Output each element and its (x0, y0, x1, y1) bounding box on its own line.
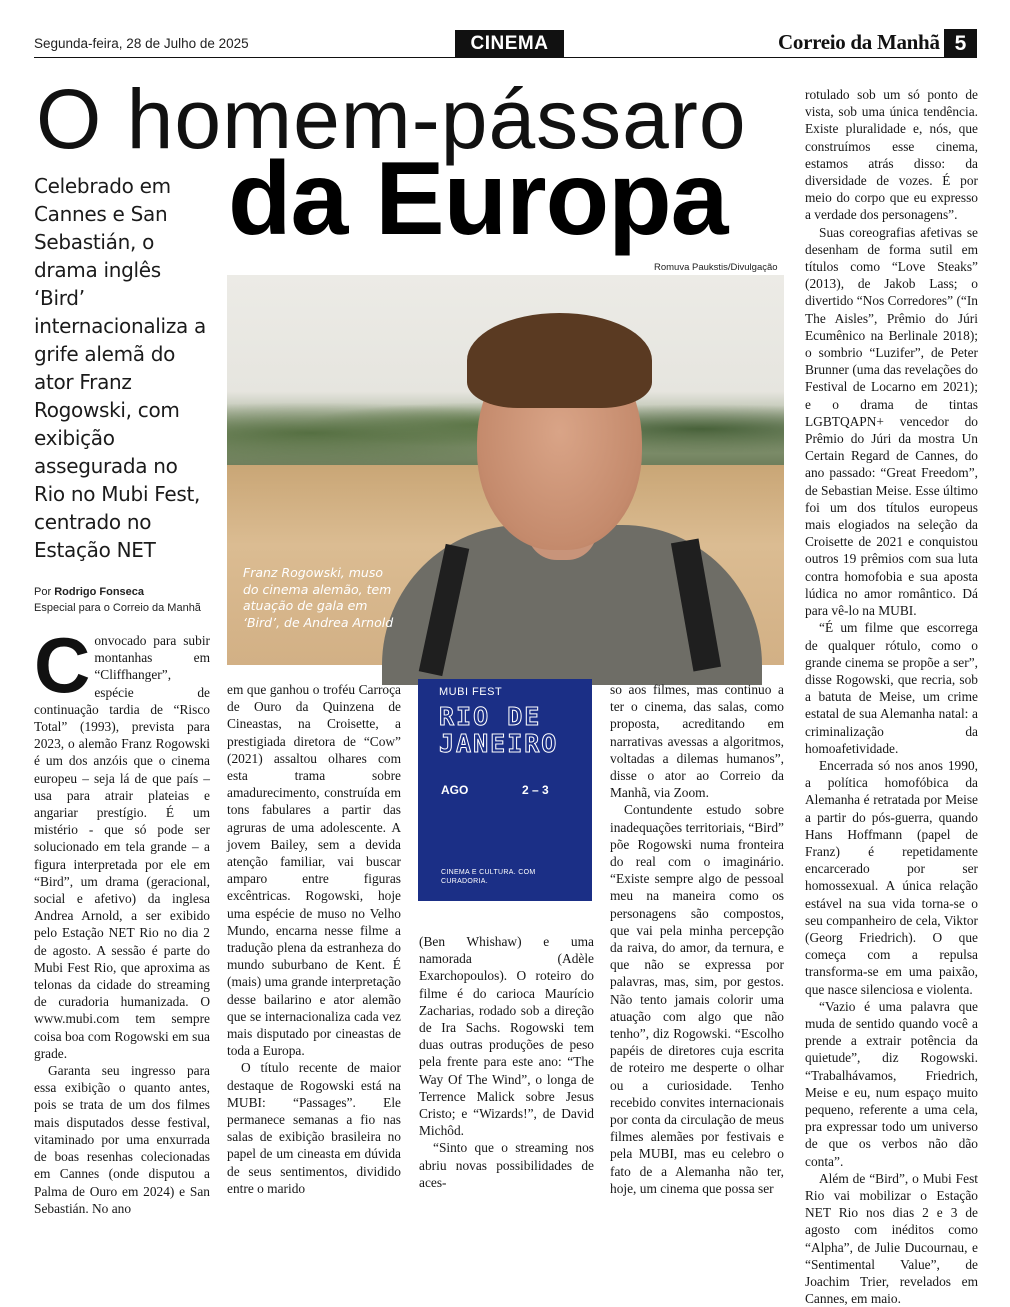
byline-role: Especial para o Correio da Manhã (34, 602, 201, 614)
drop-cap: C (34, 621, 91, 709)
body-paragraph: rotulado sob um só ponto de vista, sob uma única tendência. Existe pluralidade e, nós, que construímos esse cinema, estamos atrás disso: da diversidade de vozes. É por meio do corpo que eu expresso a verdade dos personagens”. (805, 87, 978, 223)
body-column-3 (419, 933, 594, 1191)
body-paragraph (34, 621, 210, 1062)
page-number: 5 (944, 29, 977, 58)
body-paragraph: Contundente estudo sobre inadequações territoriais, “Bird” põe Rogowski numa fronteira do real com o imaginário. “Existe sempre algo de pessoal meu na maneira como os personagens são compostos, que vai pela minha percepção da raiva, do amor, da ternura, e que não se expressa por palavras, mas, sim, por gestos. Não tento jamais colorir uma atuação com algo que não tenho”, diz Rogowski. “Escolho papéis de diretores cuja escrita de roteiro me desperte o olhar ou a curiosidade. Tenho recebido convites internacionais por conta da circulação de meus filmes alemães por festivais e pela MUBI, mas eu celebro o fato de a Alemanha não ter, hoje, um cinema que possa ser (610, 802, 784, 1196)
body-paragraph: “É um filme que escorrega de qualquer rótulo, como o grande cinema se propõe a ser”, disse Rogowski, que recria, sob a batuta de Meise, um crime estatal de sua Alemanha natal: a criminalização da homoafetividade. (805, 620, 978, 756)
issue-date: Segunda-feira, 28 de Julho de 2025 (34, 36, 249, 51)
photo-credit: Romuva Paukstis/Divulgação (654, 262, 778, 273)
mubi-fest-poster (418, 679, 592, 901)
lead-photo (227, 275, 784, 663)
photo-hair (467, 313, 652, 408)
byline-author: Rodrigo Fonseca (54, 586, 145, 598)
body-paragraph: O título recente de maior destaque de Rogowski está na MUBI: “Passages”. Ele permanece semanas a fio nas salas de exibição brasileira no papel de um cineasta em dúvida de seus sentimentos, dividido entre o marido (227, 1060, 401, 1196)
poster-month: AGO (441, 783, 469, 797)
poster-dates: 2 – 3 (522, 783, 549, 797)
body-column-5 (805, 86, 978, 1307)
body-column-4 (610, 681, 784, 1197)
poster-label: MUBI FEST (439, 686, 503, 698)
byline-prefix: Por (34, 586, 52, 598)
body-paragraph: Suas coreografias afetivas se desenham de forma sutil em títulos como “Love Steaks” (2013), de Jakob Lass; o divertido “Nos Corredores” (“In The Aisles”, Prêmio do Júri Ecumênico na Berlinale 2018); o sombrio “Luzifer”, de Peter Brunner (uma das revelações do Festival de Locarno em 2021); e o drama de tintas LGBTQAPN+ vencedor do Prêmio do Júri da mostra Un Certain Regard de Cannes, do ano passado: “Great Freedom”, de Sebastian Meise. Esse último foi um dos títulos europeus mais elogiados na seleção da Croisette de 2021 e conquistou outros 19 prêmios com sua luta contra homofobia e sua aposta lúdica no amor romântico. Dá para vê-lo na MUBI. (805, 224, 978, 619)
article-deck: Celebrado em Cannes e San Sebastián, o drama inglês ‘Bird’ internacionaliza a grife alemã do ator Franz Rogowski, com exibição assegurada no Rio no Mubi Fest, centrado no Estação NET (34, 174, 206, 562)
body-paragraph: “Vazio é uma palavra que muda de sentido quando você a prende a extrair potência da quietude”, diz Rogowski. “Trabalhávamos, Friedrich, Meise e eu, num espaço muito pequeno, referente a uma cela, pra expressar todo um universo de que os verbos não dão conta”. (805, 998, 978, 1169)
body-paragraph: Encerrada só nos anos 1990, a política homofóbica da Alemanha é retratada por Meise a partir do pós-guerra, quando Hans Hoffmann (papel de Franz) é repetidamente encarcerado por ser homossexual. A única relação estável na sua vida torna-se o seu companheiro de cela, Viktor (Georg Friedrich). O que começa com a repulsa transforma-se em uma paixão, que nasce silenciosa e violenta. (805, 757, 978, 997)
body-paragraph: Além de “Bird”, o Mubi Fest Rio vai mobilizar o Estação NET Rio nos dias 2 e 3 de agosto com inéditos como “Alpha”, de Julie Ducournau, e “Sentimental Value”, de Joachim Trier, revelados em Cannes, em maio. (805, 1170, 978, 1307)
body-text: onvocado para subir montanhas em “Cliffhanger”, espécie de continuação tardia de “Risco Total” (1993), prevista para 2023, o alemão Franz Rogowski é um dos anzóis que o cinema europeu – seja lá de que país – usa para atrair plateias e angariar prestígio. É um mistério - que só pode ser solucionado em tela grande – a figura interpretada por ele em “Bird”, um drama (geracional, social e afetivo) da inglesa Andrea Arnold, a ser exibido pelo Estação NET Rio no dia 2 de agosto. A sessão é parte do Mubi Fest Rio, que aproxima as telonas da cidade do streaming de curadoria humanizada. O www.mubi.com tem sempre coisa boa com Rogowski em sua grade. (34, 633, 210, 1061)
body-paragraph: so aos filmes, mas continuo a ter o cinema, das salas, como proposta, acreditando em narrativas avessas a algoritmos, voltadas a dilemas humanos”, disse o ator ao Correio da Manhã, via Zoom. (610, 682, 784, 801)
body-paragraph: Garanta seu ingresso para essa exibição o quanto antes, pois se trata de um dos filmes mais disputados desse festival, vitaminado por uma enxurrada de boas resenhas colecionadas em Cannes (onde disputou a Palma de Ouro em 2024) e San Sebastián. No ano (34, 1063, 210, 1216)
body-column-2 (227, 681, 401, 1197)
body-column-1 (34, 621, 210, 1217)
body-paragraph: “Sinto que o streaming nos abriu novas possibilidades de aces- (419, 1140, 594, 1190)
byline (34, 584, 201, 616)
newspaper-brand: Correio da Manhã (778, 30, 940, 54)
body-paragraph: em que ganhou o troféu Carroça de Ouro da Quinzena de Cineastas, na Croisette, a prestigiada diretora de “Cow” (2021) assaltou olhares com esta trama sobre amadurecimento, construída em tons fabulares a partir das agruras de uma adolescente. A jovem Bailey, sem a devida atenção familiar, vai buscar amparo entre figuras excêntricas. Rogowski, hoje uma espécie de muso no Velho Mundo, encarna nesse filme a tradução plena da estranheza do mundo suburbano de Kent. É (mais) uma grande interpretação desse bailarino e ator alemão que se internacionaliza cada vez mais disputado por cineastas de toda a Europa. (227, 682, 401, 1059)
poster-tagline: CINEMA E CULTURA. COM CURADORIA. (441, 869, 536, 885)
headline-line-1: O homem-pássaro (36, 72, 747, 166)
body-paragraph: (Ben Whishaw) e uma namorada (Adèle Exarchopoulos). O roteiro do filme é do carioca Maurício Zacharias, rodado sob a direção de Ira Sachs. Rogowski tem duas outras produções de peso pela frente para este ano: “The Way Of The Wind”, o longa de Terrence Malick sobre Jesus Cristo; e “Wizards!”, de David Michôd. (419, 934, 594, 1139)
section-label: CINEMA (455, 30, 564, 57)
headline-line-2: da Europa (228, 141, 728, 257)
poster-city: RIO DE JANEIRO (439, 702, 559, 758)
header-rule (34, 57, 976, 58)
photo-caption: Franz Rogowski, muso do cinema alemão, tem atuação de gala em ‘Bird’, de Andrea Arnold (243, 565, 394, 630)
